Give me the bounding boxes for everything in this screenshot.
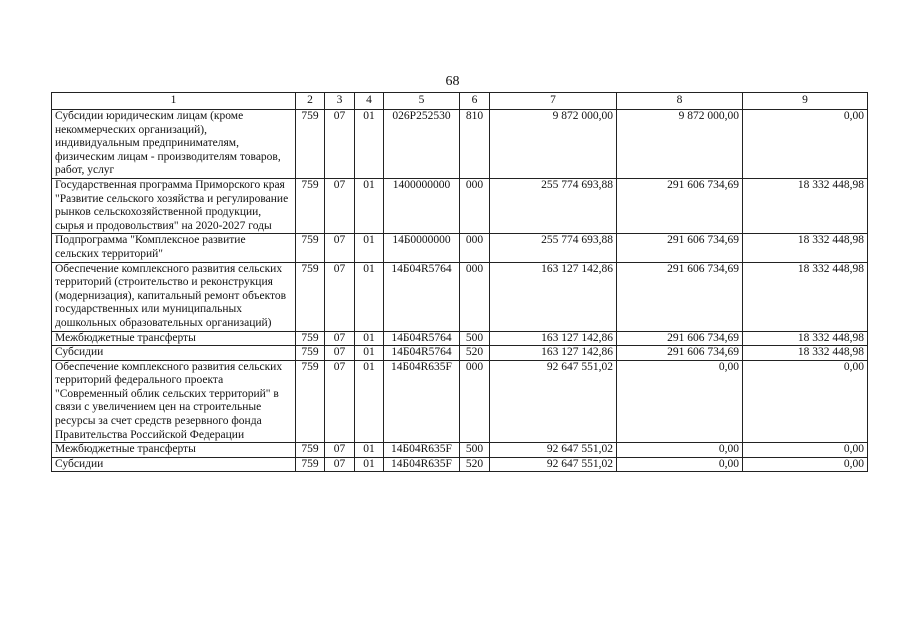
row-name: Государственная программа Приморского края "Развитие сельского хозяйства и регулирование рынков сельскохозяйственной продукции, сырья и продовольствия" на 2020-2027 годы bbox=[52, 178, 296, 233]
section-code: 07 bbox=[325, 262, 355, 331]
amount-col8: 291 606 734,69 bbox=[617, 234, 743, 262]
ministry-code: 759 bbox=[296, 346, 325, 361]
expense-type: 000 bbox=[460, 178, 490, 233]
row-name: Обеспечение комплексного развития сельских территорий (строительство и реконструкция (модернизация), капитальный ремонт объектов государственных или муниципальных дошкольных образовательных организаций) bbox=[52, 262, 296, 331]
row-name: Подпрограмма "Комплексное развитие сельских территорий" bbox=[52, 234, 296, 262]
col-header-7: 7 bbox=[490, 93, 617, 110]
amount-col9: 0,00 bbox=[743, 110, 868, 179]
amount-col7: 255 774 693,88 bbox=[490, 178, 617, 233]
target-article: 14Б04R635F bbox=[384, 443, 460, 458]
table-row bbox=[52, 178, 868, 233]
amount-col9: 0,00 bbox=[743, 360, 868, 443]
row-name: Субсидии bbox=[52, 346, 296, 361]
target-article: 14Б04R635F bbox=[384, 457, 460, 472]
amount-col8: 0,00 bbox=[617, 457, 743, 472]
col-header-2: 2 bbox=[296, 93, 325, 110]
row-name: Межбюджетные трансферты bbox=[52, 443, 296, 458]
expense-type: 520 bbox=[460, 346, 490, 361]
amount-col9: 18 332 448,98 bbox=[743, 262, 868, 331]
budget-table bbox=[51, 92, 868, 472]
amount-col9: 0,00 bbox=[743, 443, 868, 458]
row-name: Межбюджетные трансферты bbox=[52, 331, 296, 346]
amount-col7: 163 127 142,86 bbox=[490, 346, 617, 361]
target-article: 1400000000 bbox=[384, 178, 460, 233]
amount-col8: 9 872 000,00 bbox=[617, 110, 743, 179]
section-code: 07 bbox=[325, 234, 355, 262]
target-article: 026P252530 bbox=[384, 110, 460, 179]
target-article: 14Б04R5764 bbox=[384, 331, 460, 346]
amount-col7: 92 647 551,02 bbox=[490, 360, 617, 443]
subsection-code: 01 bbox=[355, 178, 384, 233]
ministry-code: 759 bbox=[296, 178, 325, 233]
target-article: 14Б04R5764 bbox=[384, 262, 460, 331]
section-code: 07 bbox=[325, 110, 355, 179]
col-header-1: 1 bbox=[52, 93, 296, 110]
table-row bbox=[52, 262, 868, 331]
table-row bbox=[52, 234, 868, 262]
table-row bbox=[52, 360, 868, 443]
row-name: Обеспечение комплексного развития сельских территорий федерального проекта "Современный облик сельских территорий" в связи с увеличением цен на строительные ресурсы за счет средств резервного фонда Правительства Российской Федерации bbox=[52, 360, 296, 443]
header-row bbox=[52, 93, 868, 110]
amount-col8: 0,00 bbox=[617, 443, 743, 458]
col-header-3: 3 bbox=[325, 93, 355, 110]
amount-col9: 18 332 448,98 bbox=[743, 346, 868, 361]
expense-type: 500 bbox=[460, 443, 490, 458]
col-header-4: 4 bbox=[355, 93, 384, 110]
subsection-code: 01 bbox=[355, 262, 384, 331]
table-row bbox=[52, 443, 868, 458]
col-header-9: 9 bbox=[743, 93, 868, 110]
table-row bbox=[52, 457, 868, 472]
table-row bbox=[52, 110, 868, 179]
amount-col9: 18 332 448,98 bbox=[743, 234, 868, 262]
row-name: Субсидии bbox=[52, 457, 296, 472]
amount-col8: 291 606 734,69 bbox=[617, 178, 743, 233]
expense-type: 000 bbox=[460, 262, 490, 331]
section-code: 07 bbox=[325, 360, 355, 443]
ministry-code: 759 bbox=[296, 331, 325, 346]
subsection-code: 01 bbox=[355, 360, 384, 443]
col-header-6: 6 bbox=[460, 93, 490, 110]
target-article: 14Б04R5764 bbox=[384, 346, 460, 361]
target-article: 14Б0000000 bbox=[384, 234, 460, 262]
subsection-code: 01 bbox=[355, 234, 384, 262]
amount-col8: 291 606 734,69 bbox=[617, 331, 743, 346]
amount-col7: 9 872 000,00 bbox=[490, 110, 617, 179]
amount-col9: 0,00 bbox=[743, 457, 868, 472]
page-number: 68 bbox=[445, 74, 460, 89]
amount-col8: 0,00 bbox=[617, 360, 743, 443]
row-name: Субсидии юридическим лицам (кроме некоммерческих организаций), индивидуальным предпринимателям, физическим лицам - производителям товаров, работ, услуг bbox=[52, 110, 296, 179]
expense-type: 810 bbox=[460, 110, 490, 179]
amount-col8: 291 606 734,69 bbox=[617, 346, 743, 361]
target-article: 14Б04R635F bbox=[384, 360, 460, 443]
ministry-code: 759 bbox=[296, 110, 325, 179]
amount-col7: 163 127 142,86 bbox=[490, 331, 617, 346]
table-row bbox=[52, 346, 868, 361]
subsection-code: 01 bbox=[355, 443, 384, 458]
ministry-code: 759 bbox=[296, 360, 325, 443]
section-code: 07 bbox=[325, 178, 355, 233]
subsection-code: 01 bbox=[355, 110, 384, 179]
ministry-code: 759 bbox=[296, 234, 325, 262]
subsection-code: 01 bbox=[355, 346, 384, 361]
section-code: 07 bbox=[325, 346, 355, 361]
expense-type: 500 bbox=[460, 331, 490, 346]
section-code: 07 bbox=[325, 457, 355, 472]
ministry-code: 759 bbox=[296, 457, 325, 472]
section-code: 07 bbox=[325, 443, 355, 458]
amount-col7: 92 647 551,02 bbox=[490, 457, 617, 472]
ministry-code: 759 bbox=[296, 443, 325, 458]
section-code: 07 bbox=[325, 331, 355, 346]
subsection-code: 01 bbox=[355, 331, 384, 346]
amount-col8: 291 606 734,69 bbox=[617, 262, 743, 331]
col-header-8: 8 bbox=[617, 93, 743, 110]
amount-col9: 18 332 448,98 bbox=[743, 178, 868, 233]
expense-type: 000 bbox=[460, 360, 490, 443]
col-header-5: 5 bbox=[384, 93, 460, 110]
ministry-code: 759 bbox=[296, 262, 325, 331]
amount-col7: 163 127 142,86 bbox=[490, 262, 617, 331]
amount-col9: 18 332 448,98 bbox=[743, 331, 868, 346]
amount-col7: 255 774 693,88 bbox=[490, 234, 617, 262]
table-row bbox=[52, 331, 868, 346]
expense-type: 520 bbox=[460, 457, 490, 472]
expense-type: 000 bbox=[460, 234, 490, 262]
amount-col7: 92 647 551,02 bbox=[490, 443, 617, 458]
subsection-code: 01 bbox=[355, 457, 384, 472]
